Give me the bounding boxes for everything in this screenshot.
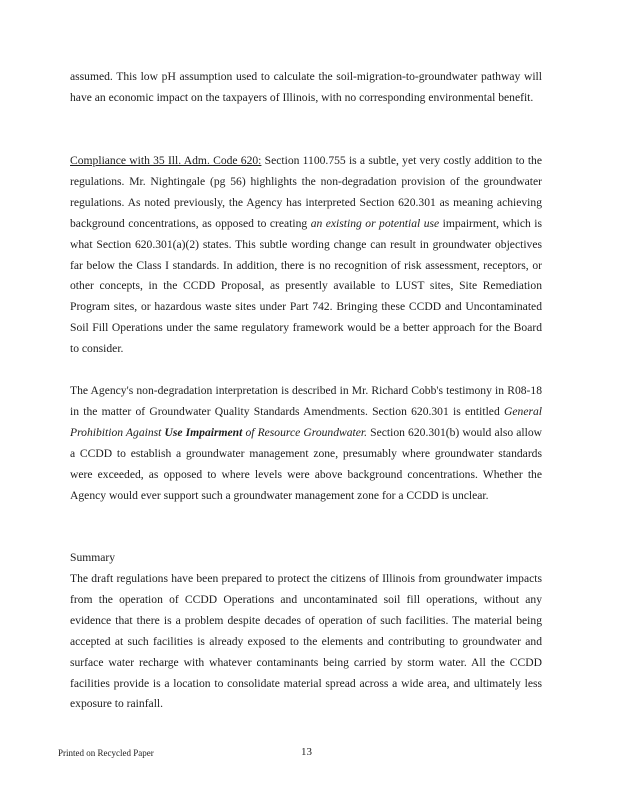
page-number: 13 xyxy=(301,746,312,758)
paragraph-summary: The draft regulations have been prepared to protect the citizens of Illinois from groundwater impacts from the operation of CCDD Operations and uncontaminated soil fill operations, without any evidence that there is a problem despite decades of operation of such facilities. The material being accepted at such facilities is already exposed to the elements and contributing to groundwater and surface water recharge with whatever contaminants being carried by storm water. All the CCDD facilities provide is a location to consolidate material spread across a wide area, and ultimately less exposure to rainfall. xyxy=(70,572,542,711)
paragraph-ph-assumption: assumed. This low pH assumption used to calculate the soil-migration-to-groundwater pathway will have an economic impact on the taxpayers of Illinois, with no corresponding environmental benefit. xyxy=(70,70,542,104)
summary-heading: Summary xyxy=(70,551,116,564)
paragraph-non-degradation: The Agency's non-degradation interpretation is described in Mr. Richard Cobb's testimony in R08-18 in the matter of Groundwater Quality Standards Amendments. Section 620.301 is entitled General Prohibition Against Use Impairment of Resource Groundwater. Section 620.301(b) would also allow a CCDD to establish a groundwater management zone, presumably where groundwater standards were exceeded, as opposed to where levels were above background concentrations. Whether the Agency would ever support such a groundwater management zone for a CCDD is unclear. xyxy=(70,384,543,502)
paragraph-compliance: Compliance with 35 Ill. Adm. Code 620: Section 1100.755 is a subtle, yet very costly addition to the regulations. Mr. Nightingale (pg 56) highlights the non-degradation provision of the groundwater regulations. As noted previously, the Agency has interpreted Section 620.301 as meaning achieving background concentrations, as opposed to creating an existing or potential use impairment, which is what Section 620.301(a)(2) states. This subtle wording change can result in groundwater objectives far below the Class I standards. In addition, there is no recognition of risk assessment, receptors, or other concepts, in the CCDD Proposal, as presently available to LUST sites, Site Remediation Program sites, or hazardous waste sites under Part 742. Bringing these CCDD and Uncontaminated Soil Fill Operations under the same regulatory framework would be a better approach for the Board to consider. xyxy=(70,154,542,356)
footer-recycled-paper: Printed on Recycled Paper xyxy=(58,748,154,758)
compliance-heading: Compliance with 35 Ill. Adm. Code 620: xyxy=(70,154,262,167)
